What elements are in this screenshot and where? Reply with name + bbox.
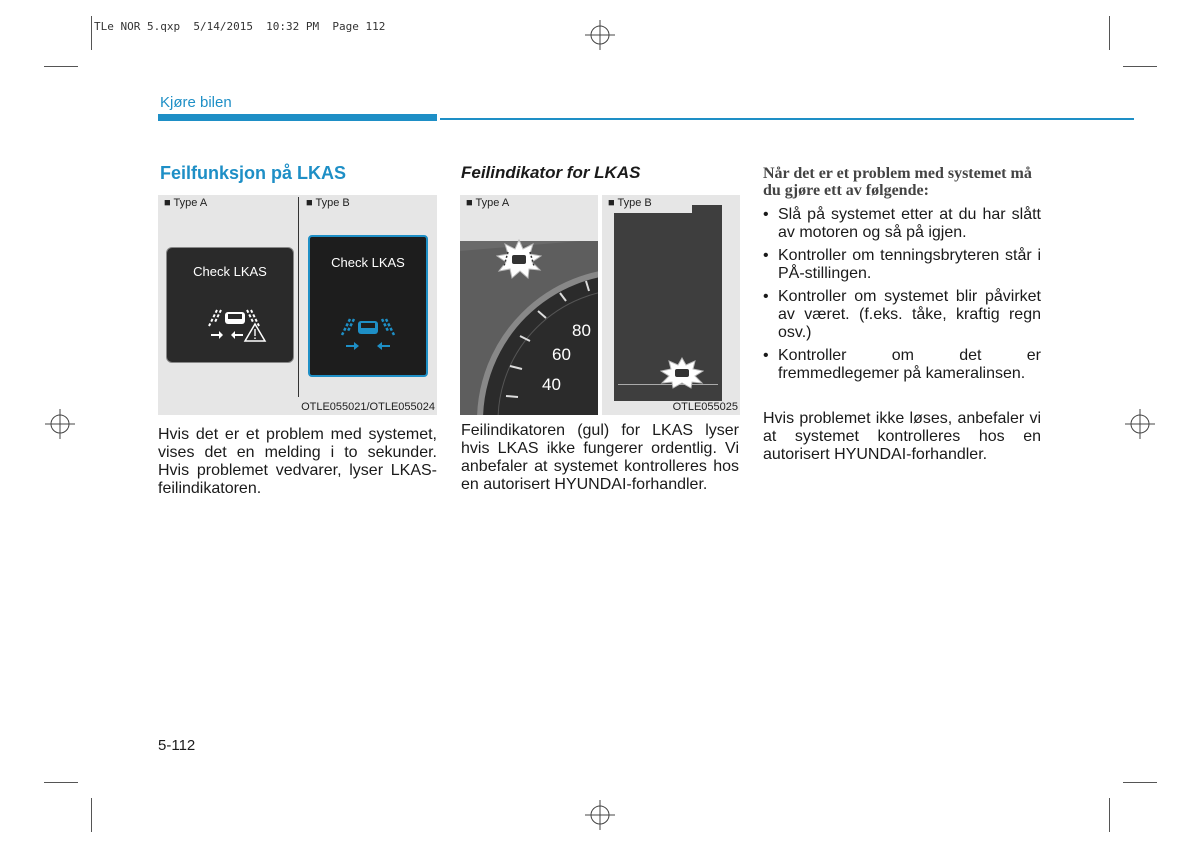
panel-message: Check LKAS [193,264,267,279]
crop-mark [44,782,78,783]
type-b-label: ■ Type B [608,197,652,209]
crop-mark [1109,16,1110,50]
registration-mark-icon [1125,409,1155,439]
figure-lkas-message [158,195,437,415]
crop-mark [1109,798,1110,832]
header-bar [158,114,437,121]
registration-mark-icon [45,409,75,439]
header-rule [440,118,1134,120]
registration-mark-icon [585,20,615,50]
section-title-indicator: Feilindikator for LKAS [461,163,641,182]
closing-recommendation: Hvis problemet ikke løses, anbefaler vi at systemet kontrolleres hos en autorisert HYUNDAI-forhandler. [763,410,1041,463]
figure-code: OTLE055025 [672,401,738,413]
cluster-image-type-b [602,195,740,415]
crop-mark [1123,66,1157,67]
list-item: • Kontroller om systemet blir påvirket av været. (f.eks. tåke, kraftig regn osv.) [763,288,1041,342]
section-title-malfunction: Feilfunksjon på LKAS [160,163,347,183]
figure-code: OTLE055021/OTLE055024 [301,401,435,413]
indicator-description: Feilindikatoren (gul) for LKAS lyser hvis LKAS ikke fungerer ordentlig. Vi anbefaler at systemet kontrolleres hos en autorisert HYUNDAI-forhandler. [461,422,739,493]
gauge-label-40: 40 [542,375,561,394]
display-panel-type-a [166,247,294,363]
lkas-indicator-icon [340,315,396,353]
registration-mark-icon [585,800,615,830]
display-panel-type-b [308,235,428,377]
lkas-indicator-lit-icon [496,239,542,279]
gauge-label-80: 80 [572,321,591,340]
cluster-image-type-a [460,195,598,415]
list-item: • Slå på systemet etter at du har slått av motoren og så på igjen. [763,206,1041,242]
crop-mark [44,66,78,67]
page-number: 5-112 [158,737,196,754]
lkas-warning-icon [205,306,267,342]
crop-mark [91,16,92,50]
gauge-label-60: 60 [552,345,571,364]
type-a-label: ■ Type A [466,197,510,209]
print-slug: TLe NOR 5.qxp 5/14/2015 10:32 PM Page 112 [94,20,386,33]
lkas-indicator-lit-icon [660,357,704,389]
figure-divider [298,197,299,397]
list-item: • Kontroller om det er fremmedlegemer på kameralinsen. [763,347,1041,383]
lcd-display-top [692,205,722,215]
action-list [763,206,1041,388]
figure-lkas-indicator [460,195,740,415]
type-b-label: ■ Type B [306,197,350,209]
crop-mark [91,798,92,832]
problem-lead: Når det er et problem med systemet må du gjøre ett av følgende: [763,165,1032,199]
list-item: • Kontroller om tenningsbryteren står i PÅ-stillingen. [763,247,1041,283]
type-a-label: ■ Type A [164,197,208,209]
crop-mark [1123,782,1157,783]
malfunction-description: Hvis det er et problem med systemet, vises det en melding i to sekunder. Hvis problemet vedvarer, lyser LKAS-feilindikatoren. [158,426,437,497]
panel-message: Check LKAS [331,255,405,270]
section-header: Kjøre bilen [160,94,232,111]
